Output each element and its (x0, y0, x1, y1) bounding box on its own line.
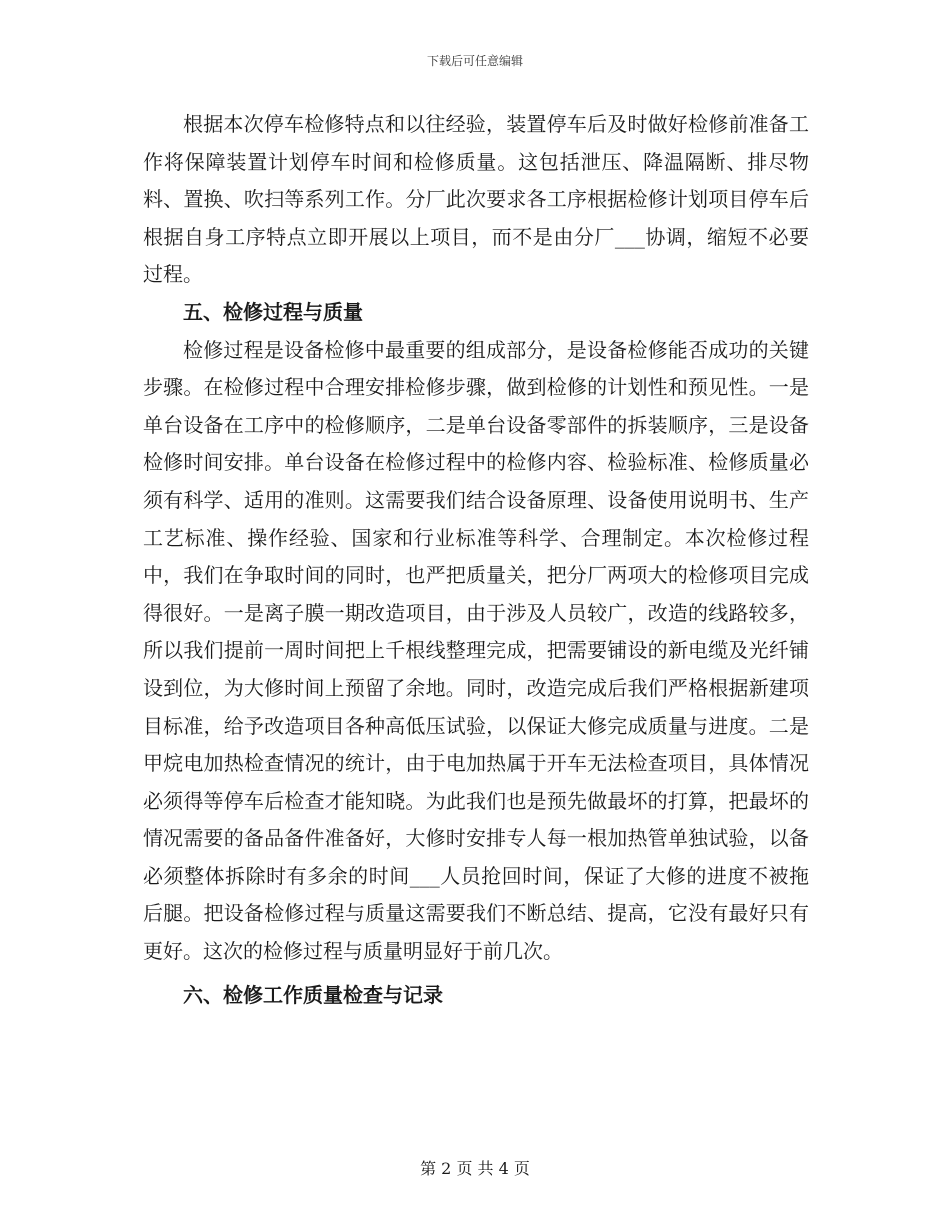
page-footer: 第 2 页 共 4 页 (420, 1159, 530, 1178)
document-body (143, 106, 809, 1014)
paragraph-maintenance-process: 检修过程是设备检修中最重要的组成部分，是设备检修能否成功的关键步骤。在检修过程中合理安排检修步骤，做到检修的计划性和预见性。一是单台设备在工序中的检修顺序，二是单台设备零部件的拆装顺序，三是设备检修时间安排。单台设备在检修过程中的检修内容、检验标准、检修质量必须有科学、适用的准则。这需要我们结合设备原理、设备使用说明书、生产工艺标准、操作经验、国家和行业标准等科学、合理制定。本次检修过程中，我们在争取时间的同时，也严把质量关，把分厂两项大的检修项目完成得很好。一是离子膜一期改造项目，由于涉及人员较广，改造的线路较多，所以我们提前一周时间把上千根线整理完成，把需要铺设的新电缆及光纤铺设到位，为大修时间上预留了余地。同时，改造完成后我们严格根据新建项目标准，给予改造项目各种高低压试验，以保证大修完成质量与进度。二是甲烷电加热检查情况的统计，由于电加热属于开车无法检查项目，具体情况必须得等停车后检查才能知晓。为此我们也是预先做最坏的打算，把最坏的情况需要的备品备件准备好，大修时安排专人每一根加热管单独试验，以备必须整体拆除时有多余的时间___人员抢回时间，保证了大修的进度不被拖后腿。把设备检修过程与质量这需要我们不断总结、提高，它没有最好只有更好。这次的检修过程与质量明显好于前几次。 (143, 337, 809, 964)
section-heading-6: 六、检修工作质量检查与记录 (183, 982, 443, 1007)
page-header: 下载后可任意编辑 (426, 54, 523, 68)
section-heading-5: 五、检修过程与质量 (183, 299, 363, 324)
paragraph-shutdown-preparation: 根据本次停车检修特点和以往经验，装置停车后及时做好检修前准备工作将保障装置计划停车时间和检修质量。这包括泄压、降温隔断、排尽物料、置换、吹扫等系列工作。分厂此次要求各工序根据检修计划项目停车后根据自身工序特点立即开展以上项目，而不是由分厂___协调，缩短不必要过程。 (143, 112, 809, 287)
